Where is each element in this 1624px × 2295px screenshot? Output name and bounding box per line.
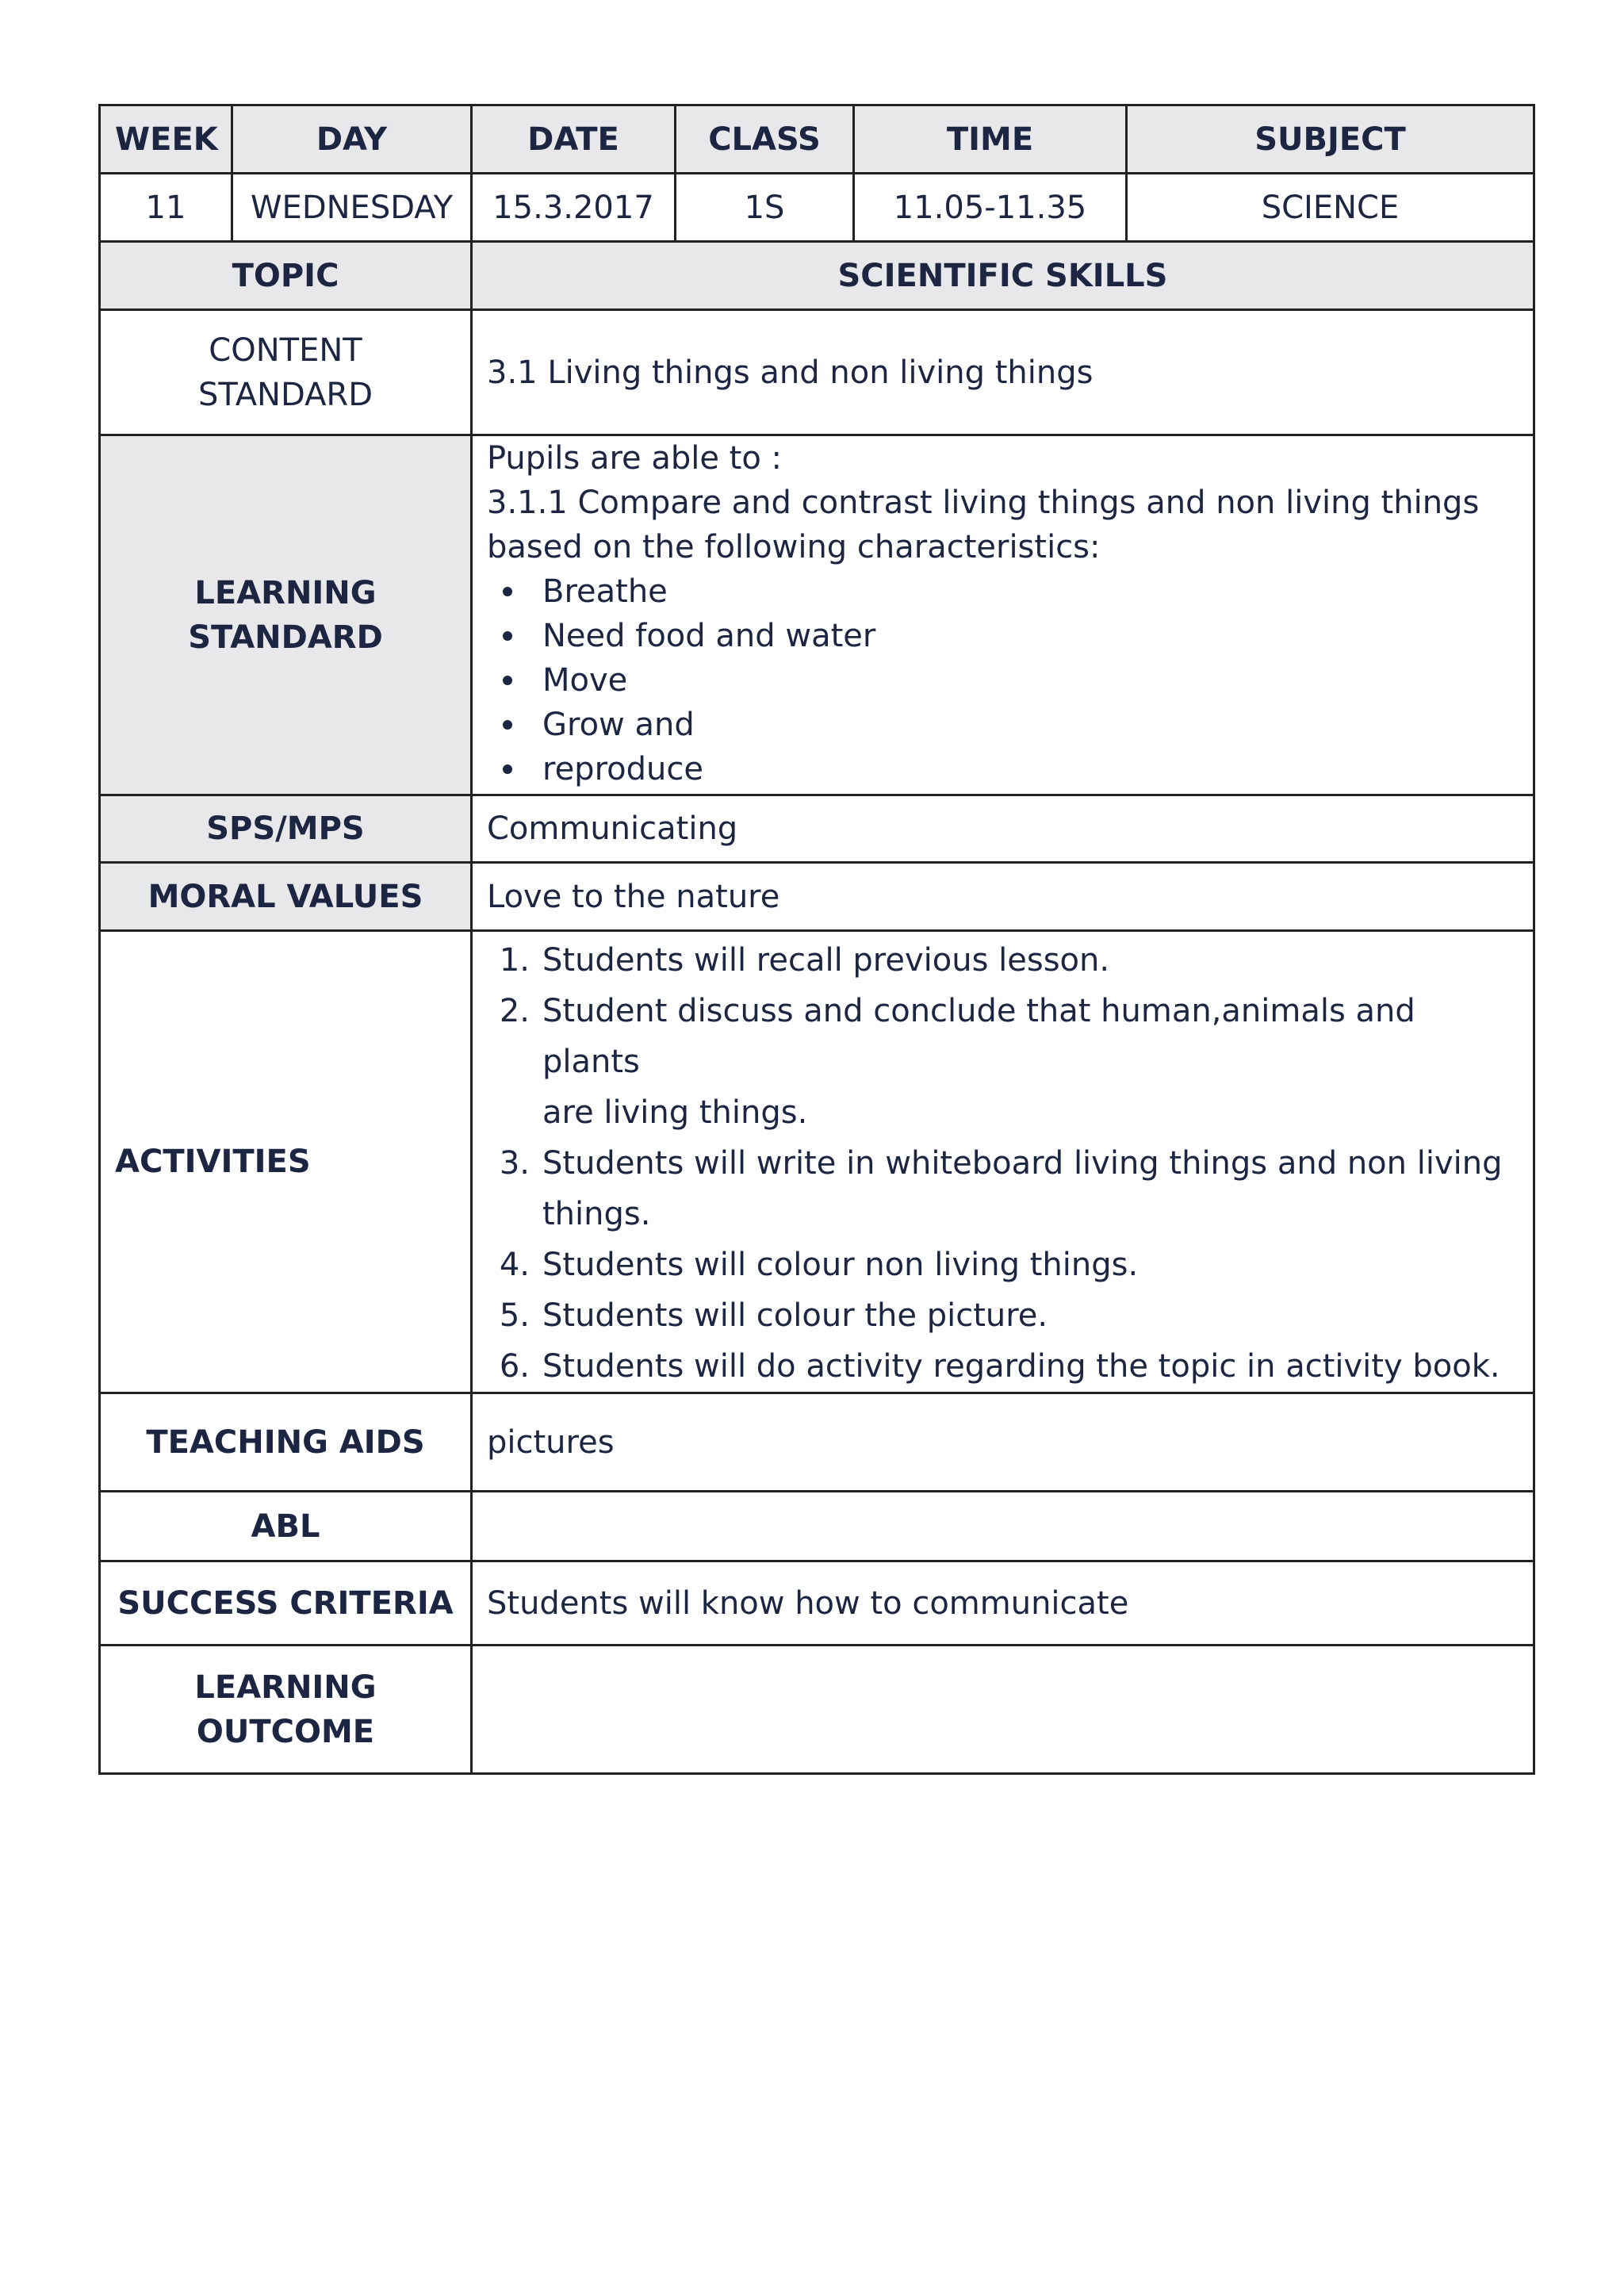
learning-standard-label-line1: LEARNING — [194, 574, 377, 611]
outcome-row — [100, 1646, 1534, 1774]
learning-standard-intro: Pupils are able to : — [487, 440, 783, 477]
learning-standard-label — [100, 435, 472, 795]
time-header: TIME — [854, 105, 1127, 174]
characteristics-list — [487, 569, 1519, 791]
topic-value: SCIENTIFIC SKILLS — [472, 242, 1534, 310]
day-value: WEDNESDAY — [232, 174, 472, 242]
activities-list — [487, 935, 1519, 1392]
content-standard-value: 3.1 Living things and non living things — [472, 310, 1534, 435]
list-item: reproduce — [542, 747, 1519, 791]
success-value: Students will know how to communicate — [472, 1561, 1534, 1646]
day-header: DAY — [232, 105, 472, 174]
topic-label: TOPIC — [100, 242, 472, 310]
list-item: Breathe — [542, 569, 1519, 614]
content-standard-label — [100, 310, 472, 435]
topic-row — [100, 242, 1534, 310]
learning-standard-line1: 3.1.1 Compare and contrast living things and non living things — [487, 485, 1480, 521]
sps-label: SPS/MPS — [100, 795, 472, 863]
moral-label: MORAL VALUES — [100, 863, 472, 931]
list-item: 5. Students will colour the picture. — [499, 1297, 1048, 1334]
date-value: 15.3.2017 — [472, 174, 676, 242]
abl-label: ABL — [100, 1492, 472, 1561]
teaching-aids-value: pictures — [472, 1393, 1534, 1492]
class-header: CLASS — [676, 105, 854, 174]
learning-standard-label-line2: STANDARD — [188, 619, 383, 656]
list-item: Grow and — [542, 703, 1519, 747]
success-row — [100, 1561, 1534, 1646]
bullet-icon — [503, 631, 512, 641]
content-standard-row — [100, 310, 1534, 435]
list-item: Need food and water — [542, 614, 1519, 658]
list-item: 2. Student discuss and conclude that human,animals and plants are living things. — [499, 993, 1415, 1131]
activities-row — [100, 931, 1534, 1393]
lesson-plan-page — [98, 104, 1533, 1775]
abl-value — [472, 1492, 1534, 1561]
header-row — [100, 105, 1534, 174]
week-value: 11 — [100, 174, 232, 242]
success-label: SUCCESS CRITERIA — [100, 1561, 472, 1646]
teaching-aids-label: TEACHING AIDS — [100, 1393, 472, 1492]
lesson-plan-table — [98, 104, 1535, 1775]
class-value: 1S — [676, 174, 854, 242]
moral-value: Love to the nature — [472, 863, 1534, 931]
outcome-value — [472, 1646, 1534, 1774]
learning-standard-line2: based on the following characteristics: — [487, 529, 1101, 565]
bullet-icon — [503, 587, 512, 596]
content-standard-label-line2: STANDARD — [197, 376, 373, 413]
learning-standard-row — [100, 435, 1534, 795]
learning-standard-value — [472, 435, 1534, 795]
sps-row — [100, 795, 1534, 863]
outcome-label-line1: LEARNING — [194, 1669, 377, 1706]
bullet-icon — [503, 764, 512, 774]
outcome-label-line2: OUTCOME — [196, 1713, 375, 1750]
sps-value: Communicating — [472, 795, 1534, 863]
time-value: 11.05-11.35 — [854, 174, 1127, 242]
moral-row — [100, 863, 1534, 931]
list-item: Move — [542, 658, 1519, 703]
activities-value — [472, 931, 1534, 1393]
activities-label: ACTIVITIES — [100, 931, 472, 1393]
outcome-label — [100, 1646, 472, 1774]
bullet-icon — [503, 676, 512, 685]
values-row — [100, 174, 1534, 242]
teaching-aids-row — [100, 1393, 1534, 1492]
list-item: 1. Students will recall previous lesson. — [499, 942, 1110, 979]
abl-row — [100, 1492, 1534, 1561]
week-header: WEEK — [100, 105, 232, 174]
subject-header: SUBJECT — [1127, 105, 1534, 174]
content-standard-label-line1: CONTENT — [209, 331, 362, 369]
list-item: 6. Students will do activity regarding the topic in activity book. — [499, 1348, 1500, 1385]
bullet-icon — [503, 720, 512, 730]
list-item: 4. Students will colour non living things. — [499, 1247, 1139, 1283]
date-header: DATE — [472, 105, 676, 174]
list-item: 3. Students will write in whiteboard living things and non living things. — [499, 1145, 1503, 1232]
subject-value: SCIENCE — [1127, 174, 1534, 242]
